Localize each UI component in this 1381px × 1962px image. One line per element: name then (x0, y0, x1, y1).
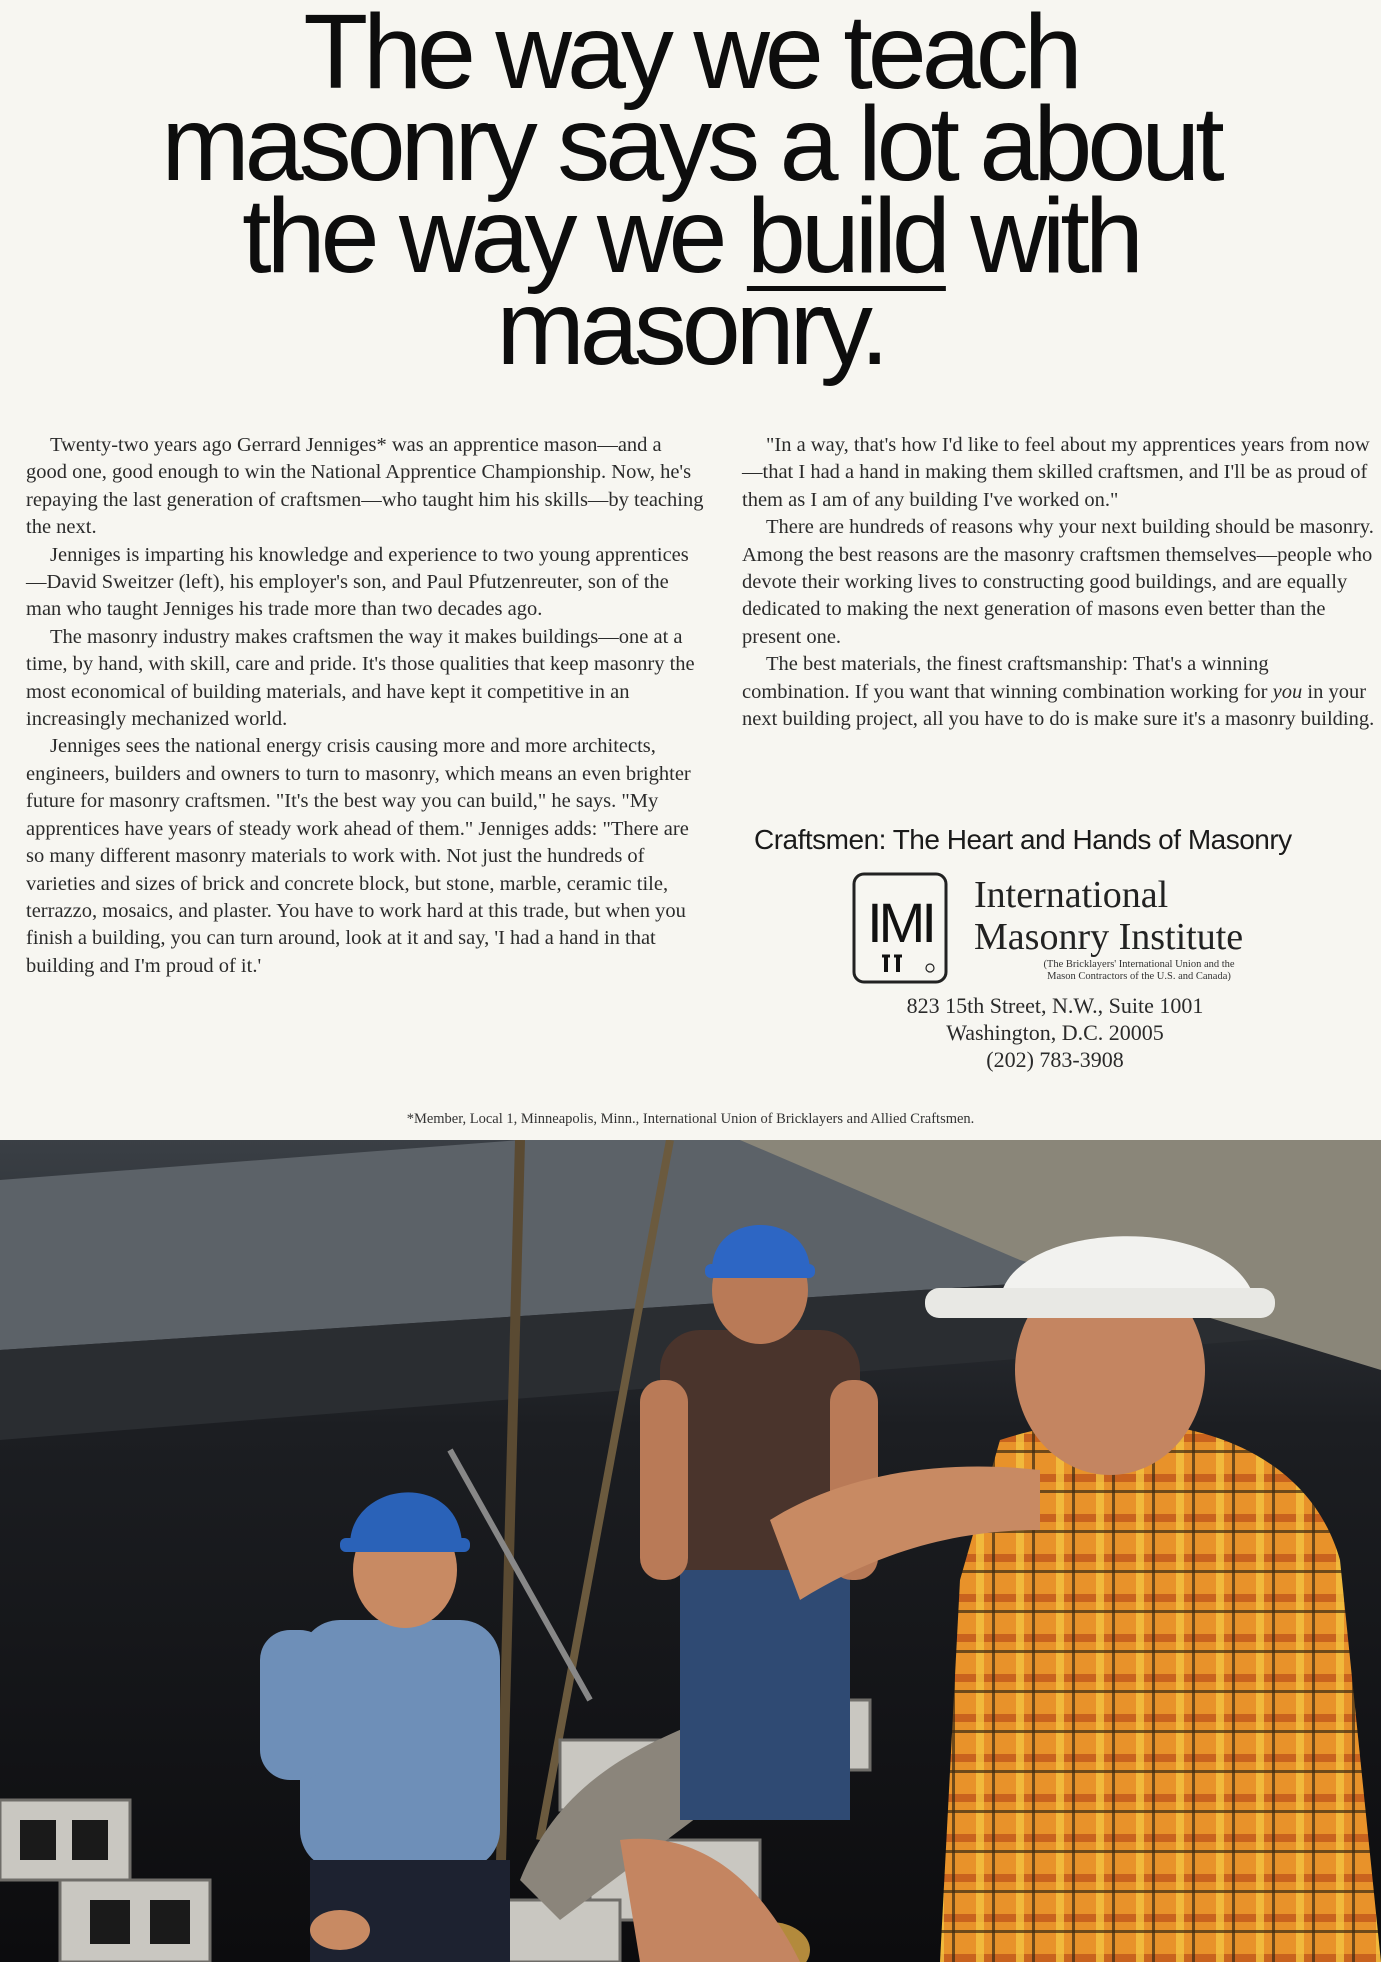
org-address (850, 992, 1260, 1073)
body-text: in your next building project, all you have to do is make sure it's a masonry building. (742, 680, 1375, 731)
org-subtitle (974, 959, 1304, 983)
construction-photo (0, 1140, 1381, 1962)
org-subtitle-line-2: Mason Contractors of the U.S. and Canada) (1047, 971, 1231, 982)
body-paragraph: There are hundreds of reasons why your next building should be masonry. Among the best reasons are the masonry craftsmen themselves—people who devote their working lives to constructing good buildings, and are equally dedicated to making the next generation of masons even better than the present one. (742, 516, 1374, 648)
photo-illustration (0, 1140, 1381, 1962)
headline-line-1: The way we teach (303, 0, 1078, 111)
address-street: 823 15th Street, N.W., Suite 1001 (906, 993, 1204, 1018)
body-right-column (742, 432, 1380, 733)
body-paragraph (742, 651, 1380, 733)
logo-text: IMI (867, 891, 933, 954)
headline-emphasis-build: build (746, 177, 946, 295)
body-paragraph: "In a way, that's how I'd like to feel about my apprentices years from now—that I had a hand in making them skilled craftsmen, and I'll be as proud of them as I am of any building I've worked on." (742, 434, 1370, 511)
body-emphasis: you (1272, 680, 1303, 703)
body-paragraph: Twenty-two years ago Gerrard Jenniges* was an apprentice mason—and a good one, good enough to win the National Apprentice Championship. Now, he's repaying the last generation of craftsmen—who taught him his skills—by teaching the next. (26, 434, 704, 539)
body-left-column (26, 432, 706, 980)
imi-logo (852, 872, 948, 984)
footnote: *Member, Local 1, Minneapolis, Minn., International Union of Bricklayers and Allied Craftsmen. (406, 1111, 975, 1127)
body-paragraph: The masonry industry makes craftsmen the way it makes buildings—one at a time, by hand, with skill, care and pride. It's those qualities that keep masonry the most economical of building materials, and have kept it competitive in an increasingly mechanized world. (26, 625, 695, 731)
imi-logo-icon (852, 872, 948, 984)
headline (40, 0, 1341, 387)
headline-line-4: masonry. (496, 269, 885, 387)
body-paragraph: Jenniges sees the national energy crisis causing more and more architects, engineers, builders and owners to turn to masonry, which means an even brighter future for masonry craftsmen. "It's the best way you can build," he says. "My apprentices have years of steady work ahead of them." Jenniges adds: "There are so many different masonry materials to work with. Not just the hundreds of varieties and sizes of brick and concrete block, but stone, marble, ceramic tile, terrazzo, mosaics, and plaster. You have to work hard at this trade, but when you finish a building, you can turn around, look at it and say, 'I had a hand in that building and I'm proud of it.' (26, 735, 691, 977)
headline-line-3-end: with (970, 177, 1139, 295)
headline-line-3-start: the way we (242, 177, 723, 295)
headline-line-2: masonry says a lot about (161, 85, 1220, 203)
org-name-line-2: Masonry Institute (974, 916, 1244, 958)
address-phone: (202) 783-3908 (986, 1047, 1124, 1072)
org-name (974, 874, 1243, 958)
body-text: The best materials, the finest craftsmanship: That's a winning combination. If you want that winning combination working for (742, 653, 1269, 703)
tagline: Craftsmen: The Heart and Hands of Masonry (754, 824, 1292, 855)
address-city: Washington, D.C. 20005 (946, 1020, 1164, 1045)
org-subtitle-line-1: (The Bricklayers' International Union and the (1043, 959, 1235, 970)
org-name-line-1: International (974, 874, 1169, 916)
body-paragraph: Jenniges is imparting his knowledge and experience to two young apprentices—David Sweitzer (left), his employer's son, and Paul Pfutzenreuter, son of the man who taught Jenniges his trade more than two decades ago. (26, 543, 689, 621)
